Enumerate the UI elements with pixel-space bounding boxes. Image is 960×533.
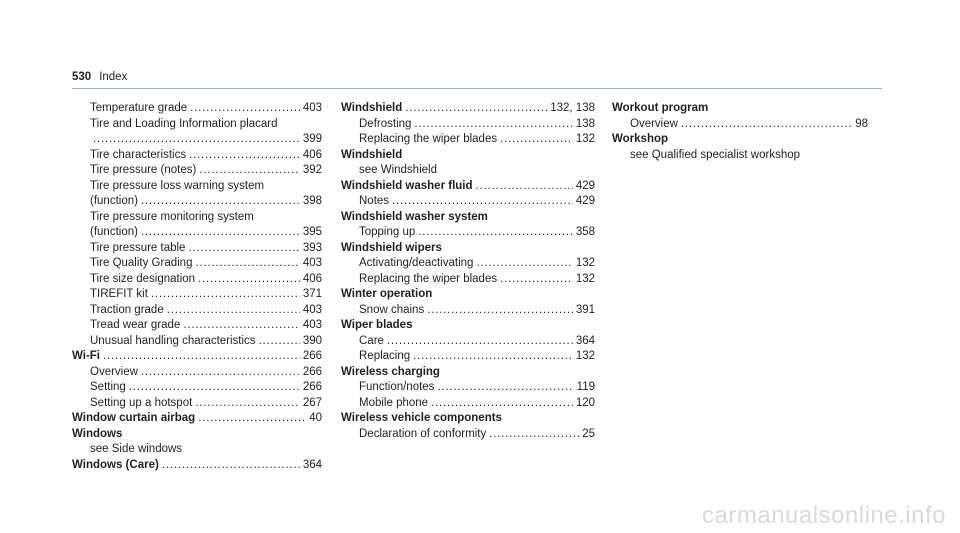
entry-label: Temperature grade <box>90 102 188 114</box>
entry-label: Tire size designation <box>90 272 196 285</box>
entry-label: Windshield <box>341 102 403 114</box>
page-reference: 25 <box>582 427 595 440</box>
page-reference: 395 <box>302 226 322 238</box>
page-reference: 132 <box>575 133 595 145</box>
page-reference: 119 <box>576 381 595 393</box>
entry-label: Setting up a hotspot <box>90 396 193 409</box>
entry-label: Care <box>359 334 384 347</box>
dot-leader <box>141 225 300 241</box>
entry-label: Tire Quality Grading <box>90 257 193 269</box>
entry-label: see Side windows <box>90 443 183 455</box>
dot-leader <box>198 272 300 288</box>
dot-leader <box>405 101 547 117</box>
dot-leader <box>188 241 299 257</box>
entry-label: Snow chains <box>359 303 425 316</box>
index-subentry <box>72 287 322 303</box>
page-reference: 132 <box>575 257 595 269</box>
dot-leader <box>414 117 572 133</box>
index-subentry <box>341 427 595 443</box>
entry-label: Function/notes <box>359 381 435 393</box>
index-subentry <box>72 396 322 412</box>
dot-leader <box>195 396 300 412</box>
dot-leader <box>387 334 573 350</box>
entry-label: Wireless vehicle components <box>341 412 502 424</box>
entry-label: Unusual handling characteristics <box>90 334 256 347</box>
entry-label: Overview <box>630 117 678 130</box>
entry-label: Setting <box>90 381 126 393</box>
entry-label: Windshield washer system <box>341 210 488 223</box>
index-subentry <box>341 303 595 319</box>
page-reference: 266 <box>302 350 322 362</box>
entry-label: Notes <box>359 195 390 207</box>
dot-leader <box>476 256 572 272</box>
entry-label: Windshield wipers <box>341 241 442 254</box>
index-subentry <box>72 272 322 288</box>
index-entry <box>72 411 322 427</box>
dot-leader <box>190 101 300 117</box>
dot-leader <box>489 427 579 443</box>
page-reference: 266 <box>302 381 322 393</box>
index-subentry <box>341 225 595 241</box>
dot-leader <box>259 334 300 350</box>
index-subentry <box>341 380 595 396</box>
index-subentry <box>341 334 595 350</box>
page-reference: 429 <box>575 195 595 207</box>
entry-label: Winter operation <box>341 288 433 300</box>
index-subentry <box>72 256 322 272</box>
dot-leader <box>427 303 573 319</box>
index-subentry <box>72 179 322 195</box>
index-subentry <box>72 318 322 334</box>
page-reference: 392 <box>302 164 322 176</box>
page-reference: 120 <box>575 396 595 409</box>
entry-label: Mobile phone <box>359 396 429 409</box>
page-reference: 403 <box>302 102 322 114</box>
header-divider <box>72 88 882 89</box>
dot-leader <box>103 349 300 365</box>
entry-label: (function) <box>90 226 138 238</box>
index-column-2 <box>341 101 595 442</box>
dot-leader <box>93 132 300 148</box>
entry-label: Tire pressure table <box>90 241 186 254</box>
entry-label: see Windshield <box>359 164 437 176</box>
dot-leader <box>141 365 300 381</box>
dot-leader <box>162 458 300 474</box>
page-reference: 398 <box>302 195 322 207</box>
page-reference: 266 <box>302 365 322 378</box>
page-reference: 406 <box>302 148 322 161</box>
entry-label: Replacing the wiper blades <box>359 272 498 285</box>
dot-leader <box>500 272 573 288</box>
index-subentry <box>72 101 322 117</box>
dot-leader <box>500 132 573 148</box>
index-subentry <box>612 117 868 133</box>
dot-leader <box>195 256 299 272</box>
entry-label: Window curtain airbag <box>72 412 196 424</box>
index-subentry <box>72 442 322 458</box>
entry-label: Windshield <box>341 148 403 161</box>
entry-label: Activating/deactivating <box>359 257 474 269</box>
index-entry <box>341 365 595 381</box>
index-subentry <box>341 132 595 148</box>
index-entry <box>341 241 595 257</box>
page-reference: 403 <box>302 303 322 316</box>
entry-label: Replacing the wiper blades <box>359 133 498 145</box>
entry-label: Traction grade <box>90 303 164 316</box>
watermark: carmanualsonline.info <box>702 502 946 529</box>
index-subentry <box>341 256 595 272</box>
dot-leader <box>129 380 300 396</box>
entry-label: Overview <box>90 365 138 378</box>
entry-label: Topping up <box>359 226 416 238</box>
page-reference: 403 <box>302 257 322 269</box>
entry-label: Windshield washer fluid <box>341 179 473 192</box>
dot-leader <box>418 225 573 241</box>
page-reference: 132, 138 <box>550 102 595 114</box>
entry-label: Declaration of conformity <box>359 427 487 440</box>
index-entry <box>341 148 595 164</box>
page-section-title: Index <box>99 71 128 83</box>
page-reference: 364 <box>575 334 595 347</box>
page-reference: 399 <box>302 133 322 145</box>
entry-label: Wireless charging <box>341 365 440 378</box>
index-subentry <box>72 365 322 381</box>
dot-leader <box>431 396 573 412</box>
entry-label: Wiper blades <box>341 319 413 331</box>
index-column-3 <box>612 101 868 163</box>
index-subentry <box>72 241 322 257</box>
index-subentry <box>72 303 322 319</box>
dot-leader <box>476 179 573 195</box>
index-subentry <box>72 194 322 210</box>
entry-label: Tread wear grade <box>90 319 181 331</box>
entry-label: see Qualified specialist workshop <box>630 148 801 161</box>
entry-label: Workout program <box>612 102 709 114</box>
dot-leader <box>437 380 573 396</box>
page-reference: 98 <box>855 117 868 130</box>
page-reference: 132 <box>575 272 595 285</box>
entry-label: Tire and Loading Information placard <box>90 117 278 130</box>
dot-leader <box>199 163 300 179</box>
index-entry <box>341 318 595 334</box>
page-reference: 429 <box>575 179 595 192</box>
index-column-1 <box>72 101 322 473</box>
page-header <box>72 71 127 83</box>
entry-label: Windows (Care) <box>72 458 159 471</box>
entry-label: Windows <box>72 427 123 440</box>
page-reference: 390 <box>302 334 322 347</box>
index-subentry <box>341 163 595 179</box>
page-reference: 138 <box>575 117 595 130</box>
page-reference: 393 <box>302 241 322 254</box>
index-subentry <box>341 396 595 412</box>
entry-label: Tire pressure loss warning system <box>90 179 265 192</box>
index-entry <box>341 287 595 303</box>
page-reference: 403 <box>302 319 322 331</box>
index-subentry <box>341 117 595 133</box>
entry-label: Tire pressure monitoring system <box>90 210 254 223</box>
page-reference: 358 <box>575 226 595 238</box>
index-subentry <box>72 132 322 148</box>
index-subentry <box>341 349 595 365</box>
entry-label: Replacing <box>359 350 411 362</box>
entry-label: Tire pressure (notes) <box>90 164 197 176</box>
index-subentry <box>341 194 595 210</box>
dot-leader <box>413 349 573 365</box>
index-subentry <box>72 380 322 396</box>
index-entry <box>341 210 595 226</box>
dot-leader <box>151 287 300 303</box>
index-entry <box>72 349 322 365</box>
dot-leader <box>167 303 300 319</box>
entry-label: (function) <box>90 195 138 207</box>
page-reference: 364 <box>302 458 322 471</box>
index-entry <box>341 179 595 195</box>
page-reference: 132 <box>575 350 595 362</box>
entry-label: Wi-Fi <box>72 350 100 362</box>
dot-leader <box>141 194 300 210</box>
index-subentry <box>72 163 322 179</box>
dot-leader <box>183 318 299 334</box>
index-entry <box>341 411 595 427</box>
entry-label: Tire characteristics <box>90 148 187 161</box>
page-reference: 267 <box>302 396 322 409</box>
index-subentry <box>341 272 595 288</box>
index-subentry <box>72 225 322 241</box>
index-entry <box>72 427 322 443</box>
index-subentry <box>612 148 868 164</box>
page-reference: 406 <box>302 272 322 285</box>
index-subentry <box>72 117 322 133</box>
page-reference: 40 <box>309 412 322 424</box>
page-reference: 371 <box>302 288 322 300</box>
dot-leader <box>681 117 852 133</box>
dot-leader <box>392 194 573 210</box>
page-number: 530 <box>72 71 92 83</box>
index-subentry <box>72 334 322 350</box>
index-entry <box>341 101 595 117</box>
index-entry <box>72 458 322 474</box>
index-entry <box>612 101 868 117</box>
page-reference: 391 <box>575 303 595 316</box>
index-entry <box>612 132 868 148</box>
index-subentry <box>72 148 322 164</box>
index-subentry <box>72 210 322 226</box>
dot-leader <box>198 411 306 427</box>
entry-label: TIREFIT kit <box>90 288 148 300</box>
entry-label: Workshop <box>612 133 669 145</box>
dot-leader <box>189 148 300 164</box>
entry-label: Defrosting <box>359 117 412 130</box>
